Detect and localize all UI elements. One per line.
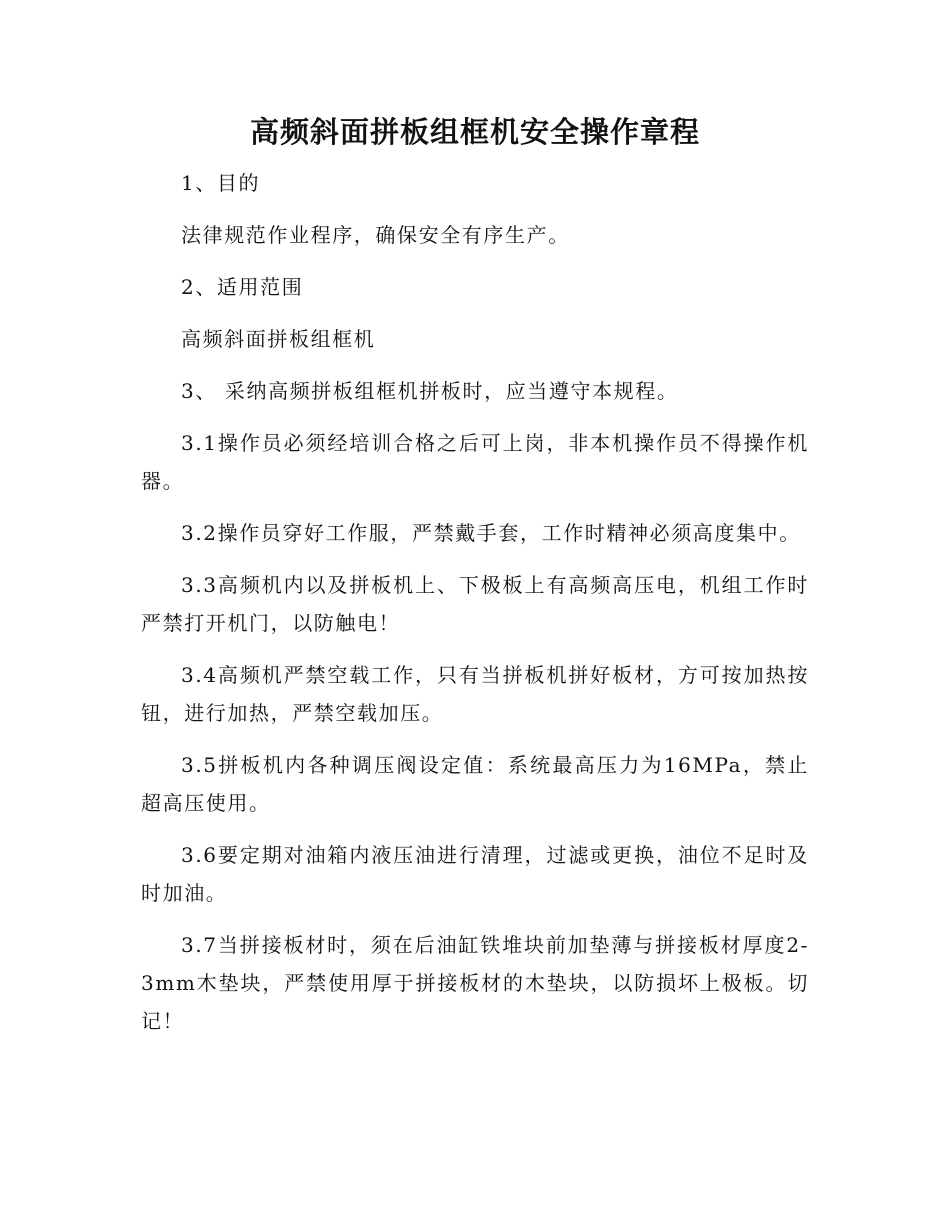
document-title: 高频斜面拼板组框机安全操作章程 (249, 115, 700, 149)
section-heading-procedure: 3、 采纳高频拼板组框机拼板时，应当遵守本规程。 (181, 379, 679, 403)
clause-3-4: 3.4高频机严禁空载工作，只有当拼板机拼好板材，方可按加热按钮，进行加热，严禁空载加压。 (141, 663, 809, 725)
section-heading-purpose: 1、目的 (181, 171, 261, 195)
clause-3-7: 3.7当拼接板材时，须在后油缸铁堆块前加垫薄与拼接板材厚度2-3mm木垫块，严禁使用厚于拼接板材的木垫块，以防损坏上极板。切记！ (141, 933, 809, 1033)
clause-3-2: 3.2操作员穿好工作服，严禁戴手套，工作时精神必须高度集中。 (181, 521, 801, 545)
clause-3-3: 3.3高频机内以及拼板机上、下极板上有高频高压电，机组工作时严禁打开机门，以防触电！ (141, 573, 809, 635)
paragraph-scope: 高频斜面拼板组框机 (181, 327, 376, 351)
clause-3-6: 3.6要定期对油箱内液压油进行清理，过滤或更换，油位不足时及时加油。 (141, 843, 809, 905)
section-heading-scope: 2、适用范围 (181, 275, 304, 299)
document-body (141, 164, 809, 1040)
paragraph-purpose: 法律规范作业程序，确保安全有序生产。 (181, 223, 570, 247)
clause-3-5: 3.5拼板机内各种调压阀设定值：系统最高压力为16MPa，禁止超高压使用。 (141, 753, 809, 815)
clause-3-1: 3.1操作员必须经培训合格之后可上岗，非本机操作员不得操作机器。 (141, 431, 809, 493)
